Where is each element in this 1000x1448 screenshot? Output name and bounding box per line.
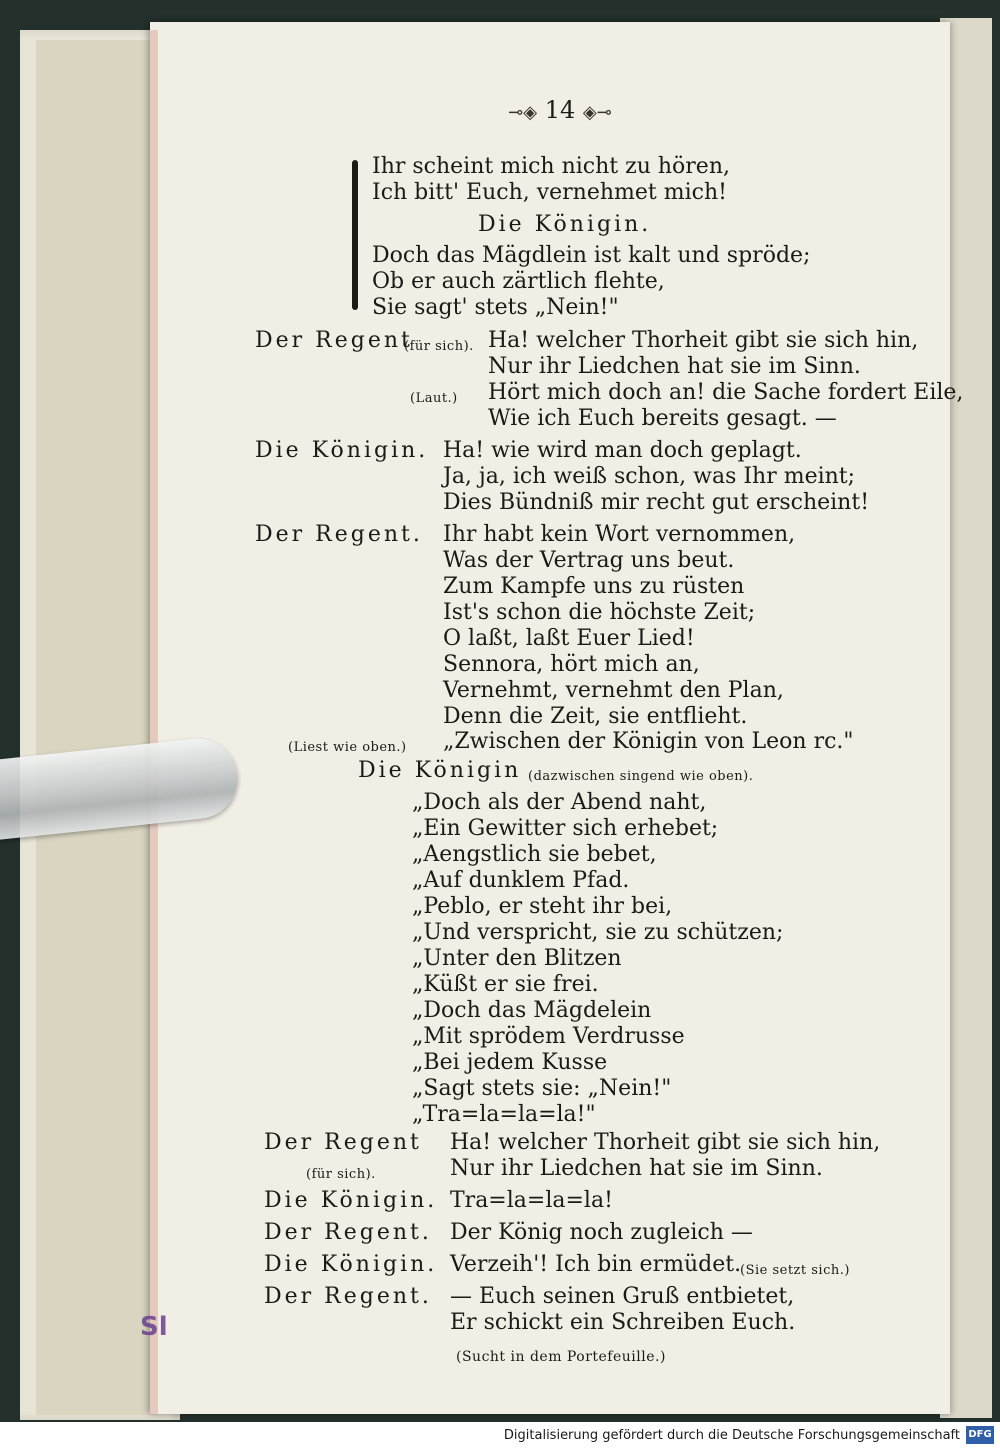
text-line: Verzeih'! Ich bin ermüdet. xyxy=(450,1252,742,1277)
text-line: Doch das Mägdlein ist kalt und spröde; xyxy=(372,243,811,268)
text-line: Nur ihr Liedchen hat sie im Sinn. xyxy=(488,354,861,379)
text-line: Er schickt ein Schreiben Euch. xyxy=(450,1310,796,1335)
stage-direction: (für sich). xyxy=(404,339,474,354)
speaker-name: Die Königin xyxy=(358,758,522,783)
text-line: „Zwischen der Königin von Leon rc." xyxy=(443,729,854,754)
text-line: Tra=la=la=la! xyxy=(450,1188,613,1213)
text-line: — Euch seinen Gruß entbietet, xyxy=(450,1284,795,1309)
text-line: Denn die Zeit, sie entflieht. xyxy=(443,704,748,729)
stage-direction: (dazwischen singend wie oben). xyxy=(528,769,754,784)
song-line: „Doch das Mägdelein xyxy=(412,998,652,1023)
song-line: „Peblo, er steht ihr bei, xyxy=(412,894,673,919)
text-line: Was der Vertrag uns beut. xyxy=(443,548,735,573)
song-line: „Unter den Blitzen xyxy=(412,946,622,971)
header-ornament-right: ◈⊸ xyxy=(582,102,612,123)
speaker-name: Der Regent. xyxy=(255,522,423,547)
text-line: Ihr scheint mich nicht zu hören, xyxy=(372,154,730,179)
text-line: Ob er auch zärtlich flehte, xyxy=(372,269,665,294)
speaker-name: Der Regent. xyxy=(264,1220,432,1245)
text-line: Ha! wie wird man doch geplagt. xyxy=(443,438,802,463)
song-line: „Aengstlich sie bebet, xyxy=(412,842,657,867)
speaker-name: Die Königin. xyxy=(478,212,652,237)
song-line: „Und verspricht, sie zu schützen; xyxy=(412,920,784,945)
footer-credit: Digitalisierung gefördert durch die Deutsche Forschungsgemeinschaft xyxy=(503,1428,960,1443)
song-line: „Ein Gewitter sich erhebet; xyxy=(412,816,719,841)
song-line: „Doch als der Abend naht, xyxy=(412,790,707,815)
text-line: Vernehmt, vernehmt den Plan, xyxy=(443,678,784,703)
song-line: „Tra=la=la=la!" xyxy=(412,1102,596,1127)
stage-direction: (für sich). xyxy=(306,1167,376,1182)
text-line: Ist's schon die höchste Zeit; xyxy=(443,600,756,625)
dfg-logo-icon: DFG xyxy=(966,1426,994,1444)
speaker-name: Der Regent xyxy=(264,1130,422,1155)
stage-direction: (Laut.) xyxy=(410,391,458,406)
speaker-name: Der Regent. xyxy=(264,1284,432,1309)
song-line: „Bei jedem Kusse xyxy=(412,1050,608,1075)
speaker-name: Die Königin. xyxy=(264,1252,438,1277)
stage-direction: (Sie setzt sich.) xyxy=(740,1263,850,1278)
text-line: Hört mich doch an! die Sache fordert Eile, xyxy=(488,380,964,405)
text-line: Dies Bündniß mir recht gut erscheint! xyxy=(443,490,870,515)
page-edge-tint xyxy=(150,30,158,1414)
margin-bracket xyxy=(352,160,358,310)
song-line: „Mit sprödem Verdrusse xyxy=(412,1024,685,1049)
library-stamp: Sl xyxy=(140,1312,168,1342)
text-line: Ha! welcher Thorheit gibt sie sich hin, xyxy=(450,1130,881,1155)
text-line: Ich bitt' Euch, vernehmet mich! xyxy=(372,180,727,205)
text-line: Wie ich Euch bereits gesagt. — xyxy=(488,406,837,431)
speaker-name: Die Königin. xyxy=(255,438,429,463)
text-line: O laßt, laßt Euer Lied! xyxy=(443,626,695,651)
stage-direction: (Sucht in dem Portefeuille.) xyxy=(456,1349,666,1365)
header-ornament-left: ⊸◈ xyxy=(508,102,538,123)
text-line: Ja, ja, ich weiß schon, was Ihr meint; xyxy=(443,464,856,489)
stage-direction: (Liest wie oben.) xyxy=(288,740,407,755)
text-line: Zum Kampfe uns zu rüsten xyxy=(443,574,745,599)
text-line: Sennora, hört mich an, xyxy=(443,652,700,677)
previous-pages-band xyxy=(36,40,156,1415)
page-number: 14 xyxy=(544,96,576,124)
song-line: „Küßt er sie frei. xyxy=(412,972,599,997)
speaker-name: Der Regent xyxy=(255,328,413,353)
text-line: Sie sagt' stets „Nein!" xyxy=(372,295,619,320)
song-line: „Sagt stets sie: „Nein!" xyxy=(412,1076,672,1101)
song-line: „Auf dunklem Pfad. xyxy=(412,868,630,893)
text-line: Ihr habt kein Wort vernommen, xyxy=(443,522,796,547)
text-line: Der König noch zugleich — xyxy=(450,1220,753,1245)
text-line: Ha! welcher Thorheit gibt sie sich hin, xyxy=(488,328,919,353)
page-header xyxy=(480,96,640,124)
text-line: Nur ihr Liedchen hat sie im Sinn. xyxy=(450,1156,823,1181)
speaker-name: Die Königin. xyxy=(264,1188,438,1213)
